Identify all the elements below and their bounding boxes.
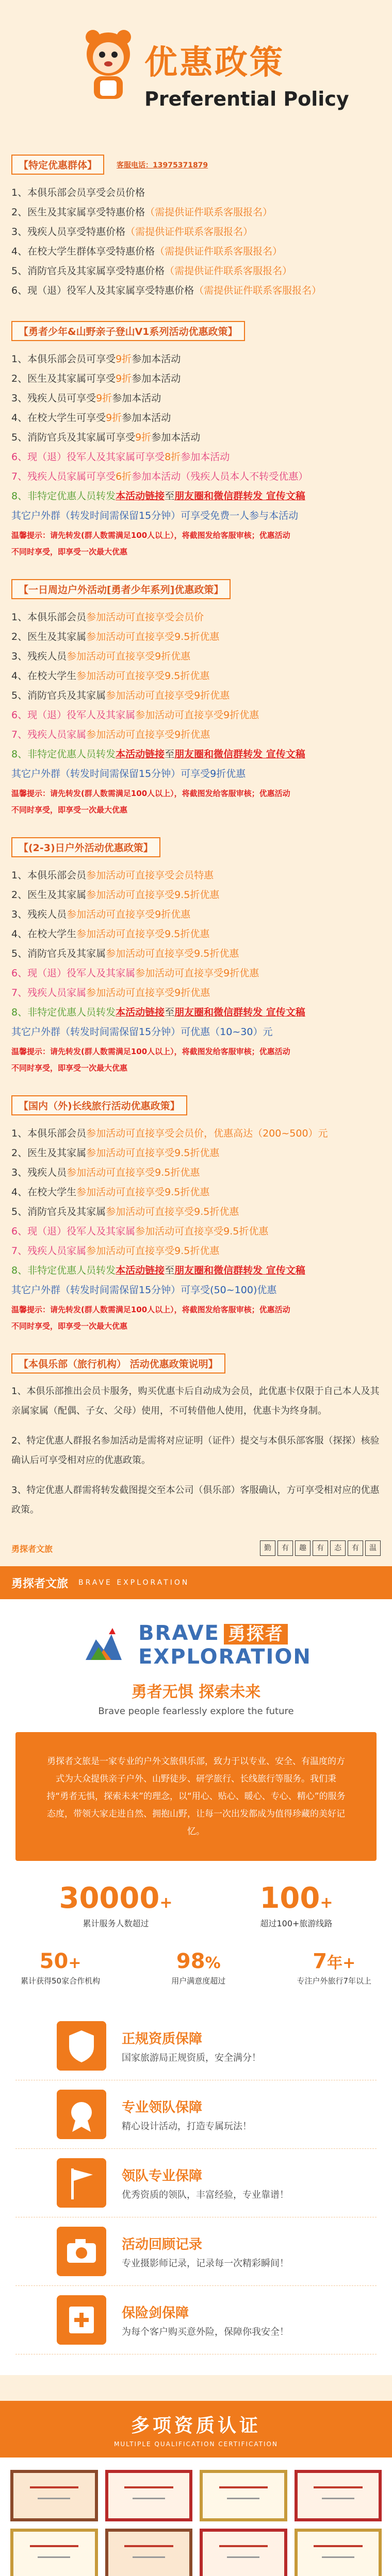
section-youth-hiking: [11, 321, 381, 558]
certificate-image: [105, 2529, 193, 2576]
tip-note: 不同时享受，即享受一次最大优惠: [11, 1321, 128, 1331]
brand-strip: [11, 1540, 381, 1556]
list-item: 8、非特定优惠人员转发本活动链接至朋友圈和微信群转发 宣传文稿: [11, 749, 305, 760]
cert-banner: 多项资质认证 MULTIPLE QUALIFICATION CERTIFICATION: [0, 2401, 392, 2458]
guarantee-item: 领队专业保障 优秀资质的领队，丰富经验，专业靠谱！: [15, 2149, 377, 2217]
guarantee-item: 专业领队保障 精心设计活动，打造专属玩法！: [15, 2080, 377, 2149]
list-item: 2、医生及其家属可享受9折参加本活动: [11, 373, 181, 384]
service-phone[interactable]: 客服电话：13975371879: [117, 161, 208, 170]
list-item: 4、在校大学生参加活动可直接享受9.5折优惠: [11, 928, 210, 940]
tip-note: 不同时享受，即享受一次最大优惠: [11, 1063, 128, 1073]
guarantee-item: 正规资质保障 国家旅游局正规资质，安全满分！: [15, 2012, 377, 2080]
list-item: 8、非特定优惠人员转发本活动链接至朋友圈和微信群转发 宣传文稿: [11, 1265, 305, 1276]
list-item: 7、残疾人员家属参加活动可直接享受9.5折优惠: [11, 1245, 220, 1257]
list-item: 2、医生及其家属参加活动可直接享受9.5折优惠: [11, 1147, 220, 1159]
certificate-image: [200, 2529, 287, 2576]
list-item: 其它户外群（转发时间需保留15分钟）可优惠（10~30）元: [11, 1026, 273, 1038]
flag-icon: [57, 2158, 106, 2208]
list-item: 1、本俱乐部会员可享受9折参加本活动: [11, 353, 181, 365]
section-tag: 【(2-3)日户外活动优惠政策】: [11, 837, 160, 857]
hero-header: [0, 0, 392, 155]
list-item: 6、现（退）役军人及其家属享受特惠价格（需提供证件联系客服报名）: [11, 285, 322, 296]
guarantee-item: 活动回顾记录 专业摄影师记录，记录每一次精彩瞬间！: [15, 2217, 377, 2286]
list-item: 5、消防官兵及其家属参加活动可直接享受9.5折优惠: [11, 948, 239, 959]
slogan: 勇者无惧 探索未来: [131, 1683, 261, 1701]
section-tag: 【勇者少年&山野亲子登山V1系列活动优惠政策】: [11, 321, 245, 341]
list-item: 2、医生及其家属参加活动可直接享受9.5折优惠: [11, 889, 220, 901]
certificate-image: [200, 2470, 287, 2521]
list-item: 5、消防官兵及其家属参加活动可直接享受9折优惠: [11, 690, 230, 701]
list-item: 3、残疾人员参加活动可直接享受9折优惠: [11, 909, 191, 920]
stats-row-2: [15, 1950, 377, 1986]
culture-section: [0, 1599, 392, 2375]
certificate-image: [10, 2470, 98, 2521]
company-intro: 勇探者文旅是一家专业的户外文旅俱乐部，致力于以专业、安全、有温度的方式为大众提供亲子户外、山野徒步、研学旅行、长线旅行等服务。我们秉持“勇者无惧，探索未来”的理念，以“用心、贴心、暖心、专心、精心”的服务态度，带领大家走进自然、拥抱山野，让每一次出发都成为值得珍藏的美好记忆。: [15, 1732, 377, 1861]
guarantee-list: [15, 2012, 377, 2354]
camera-icon: [57, 2227, 106, 2276]
list-item: 8、非特定优惠人员转发本活动链接至朋友圈和微信群转发 宣传文稿: [11, 1007, 305, 1018]
list-item: 3、残疾人员可享受9折参加本活动: [11, 393, 161, 404]
list-item: 3、残疾人员参加活动可直接享受9.5折优惠: [11, 1167, 200, 1178]
policy-paragraph: 2、特定优惠人群报名参加活动是需将对应证明（证件）提交与本俱乐部客服（探探）核验确认后可享受相对应的优惠政策。: [11, 1435, 380, 1466]
list-item: 7、残疾人员家属参加活动可直接享受9折优惠: [11, 729, 210, 740]
list-item: 6、现（退）役军人及其家属参加活动可直接享受9折优惠: [11, 968, 259, 979]
list-item: 5、消防官兵及其家属享受特惠价格（需提供证件联系客服报名）: [11, 265, 292, 277]
list-item: 6、现（退）役军人及其家属可享受8折参加本活动: [11, 451, 230, 463]
list-item: 其它户外群（转发时间需保留15分钟）可享受免费一人参与本活动: [11, 510, 299, 521]
tip-note: 不同时享受，即享受一次最大优惠: [11, 547, 128, 556]
list-item: 7、残疾人员家属可享受6折参加本活动（残疾人员本人不转受优惠）: [11, 471, 308, 482]
stat-item: 30000+ 累计服务人数超过: [59, 1882, 173, 1928]
tip-note: 温馨提示：请先转发(群人数需满足100人以上），将截图发给客服审核；优惠活动: [11, 1305, 290, 1314]
list-item: 其它户外群（转发时间需保留15分钟）可享受(50~100)优惠: [11, 1284, 277, 1296]
insurance-icon: [57, 2295, 106, 2345]
list-item: 5、消防官兵及其家属参加活动可直接享受9.5折优惠: [11, 1206, 239, 1217]
section-long-trip: [11, 1095, 381, 1333]
stats-row: [15, 1882, 377, 1929]
list-item: 6、现（退）役军人及其家属参加活动可直接享受9.5折优惠: [11, 1226, 269, 1237]
list-item: 4、在校大学生参加活动可直接享受9.5折优惠: [11, 670, 210, 682]
stat-item: 7年+ 专注户外旅行7年以上: [297, 1950, 371, 1986]
policy-paragraph: 3、特定优惠人群需将转发截图提交至本公司（俱乐部）客服确认，方可享受相对应的优惠政策。: [11, 1485, 380, 1515]
cert-grid: [0, 2458, 392, 2576]
tip-note: 温馨提示：请先转发(群人数需满足100人以上），将截图发给客服审核；优惠活动: [11, 531, 290, 540]
mascot-icon: [77, 26, 139, 103]
stat-item: 98% 用户满意度超过: [171, 1950, 226, 1986]
strip-logo: 勇探者文旅: [11, 1544, 53, 1554]
tip-note: 温馨提示：请先转发(群人数需满足100人以上），将截图发给客服审核；优惠活动: [11, 1047, 290, 1056]
certificate-image: [10, 2529, 98, 2576]
list-item: 5、消防官兵及其家属可享受9折参加本活动: [11, 432, 201, 443]
list-item: 4、在校大学生可享受9折参加本活动: [11, 412, 171, 423]
slogan-en: Brave people fearlessly explore the future: [98, 1706, 294, 1717]
page-title: 优惠政策: [144, 44, 285, 82]
certificate-image: [295, 2470, 382, 2521]
brand-logo-icon: [80, 1624, 127, 1665]
section-tag: 【国内（外)长线旅行活动优惠政策】: [11, 1095, 187, 1115]
list-item: 4、在校大学生群体享受特惠价格（需提供证件联系客服报名）: [11, 246, 283, 257]
tip-note: 温馨提示：请先转发(群人数需满足100人以上），将截图发给客服审核；优惠活动: [11, 789, 290, 798]
list-item: 1、本俱乐部会员参加活动可直接享受会员特惠: [11, 870, 214, 881]
list-item: 其它户外群（转发时间需保留15分钟）可享受9折优惠: [11, 768, 246, 779]
section-special-groups: [11, 155, 381, 300]
section-multi-day: [11, 837, 381, 1075]
list-item: 7、残疾人员家属参加活动可直接享受9折优惠: [11, 987, 210, 998]
list-item: 4、在校大学生参加活动可直接享受9.5折优惠: [11, 1187, 210, 1198]
list-item: 3、残疾人员参加活动可直接享受9折优惠: [11, 651, 191, 662]
shield-icon: [57, 2021, 106, 2071]
guarantee-item: 保险剑保障 为每个客户购买意外险，保障你我安全！: [15, 2286, 377, 2354]
culture-header: 勇探者文旅 BRAVE EXPLORATION: [0, 1566, 392, 1599]
strip-tags: 勤 有 趣 有 态 有 温: [260, 1540, 381, 1556]
section-one-day: [11, 579, 381, 817]
policy-paragraph: 1、本俱乐部推出会员卡服务，购买优惠卡后自动成为会员，此优惠卡仅限于自己本人及其亲属家属（配偶、子女、父母）使用，不可转借他人使用，优惠卡为终身制。: [11, 1386, 380, 1416]
stat-item: 50+ 累计获得50家合作机构: [21, 1950, 101, 1986]
stat-item: 100+ 超过100+旅游线路: [259, 1882, 333, 1928]
list-item: 2、医生及其家属参加活动可直接享受9.5折优惠: [11, 631, 220, 642]
page-subtitle: Preferential Policy: [144, 88, 349, 110]
certificate-image: [105, 2470, 193, 2521]
list-item: 1、本俱乐部会员享受会员价格: [11, 187, 145, 198]
section-tag: 【本俱乐部（旅行机构） 活动优惠政策说明】: [11, 1353, 225, 1374]
section-tag: 【特定优惠群体】: [11, 155, 104, 175]
list-item: 8、非特定优惠人员转发本活动链接至朋友圈和微信群转发 宣传文稿: [11, 490, 305, 502]
brand-logo: BRAVE 勇探者 EXPLORATION: [15, 1620, 377, 1669]
section-policy-notes: [11, 1353, 381, 1520]
certificate-image: [295, 2529, 382, 2576]
medal-icon: [57, 2090, 106, 2139]
section-tag: 【一日周边户外活动[勇者少年系列]优惠政策】: [11, 579, 231, 599]
list-item: 1、本俱乐部会员参加活动可直接享受会员价: [11, 612, 204, 623]
list-item: 1、本俱乐部会员参加活动可直接享受会员价，优惠高达（200~500）元: [11, 1128, 328, 1139]
list-item: 6、现（退）役军人及其家属参加活动可直接享受9折优惠: [11, 709, 259, 721]
list-item: 2、医生及其家属享受特惠价格（需提供证件联系客服报名）: [11, 207, 273, 218]
list-item: 3、残疾人员享受特惠价格（需提供证件联系客服报名）: [11, 226, 253, 238]
tip-note: 不同时享受，即享受一次最大优惠: [11, 805, 128, 815]
